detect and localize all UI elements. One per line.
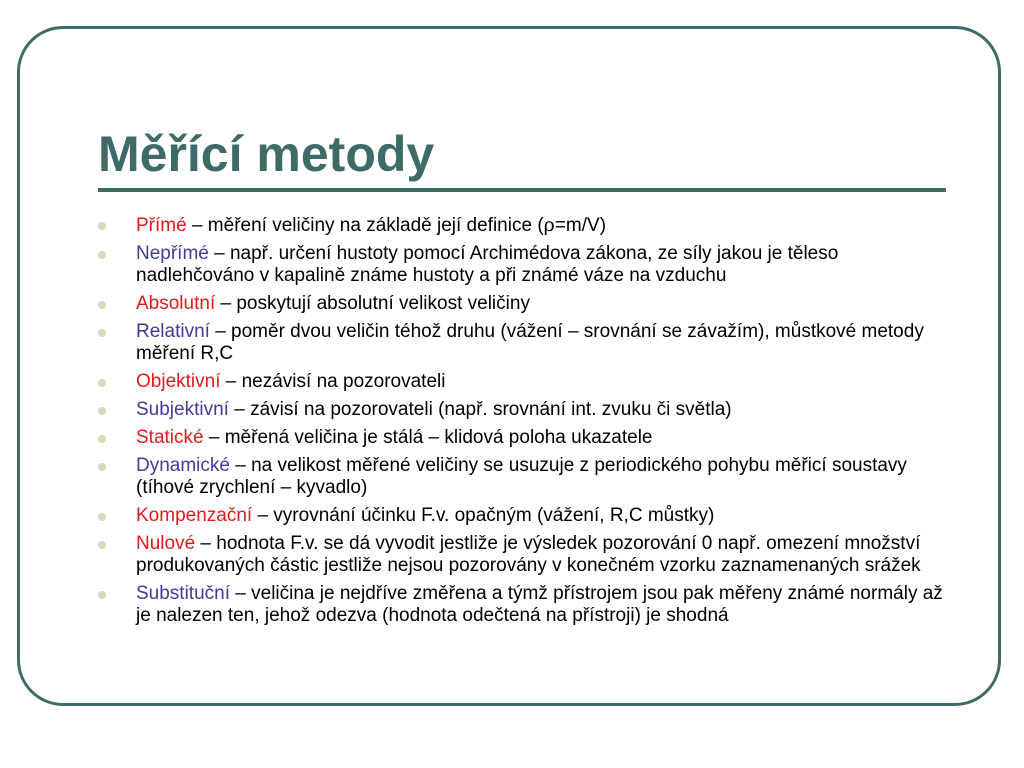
- bullet-dot-icon: [98, 222, 106, 230]
- bullet-text: – na velikost měřené veličiny se usuzuje z periodického pohybu měřicí soustavy (tíhové zrychlení – kyvadlo): [136, 455, 907, 498]
- bullet-dot-icon: [98, 541, 106, 549]
- bullet-dot-icon: [98, 435, 106, 443]
- bullet-item-objektivni: [98, 371, 948, 393]
- bullet-text: – hodnota F.v. se dá vyvodit jestliže je výsledek pozorování 0 např. omezení množství produkovaných částic jestliže nejsou pozorovány v konečném vzorku zaznamenaných srážek: [136, 533, 921, 576]
- bullet-term: Nulové: [136, 533, 196, 554]
- slide-title: Měřící metody: [98, 126, 435, 182]
- bullet-text: – nezávisí na pozorovateli: [220, 371, 446, 392]
- bullet-text: – veličina je nejdříve změřena a týmž přístrojem jsou pak měřeny známé normály až je nalezen ten, jehož odezva (hodnota odečtená na přístroji) je shodná: [136, 583, 943, 626]
- bullet-item-nulove: [98, 533, 948, 577]
- bullet-term: Objektivní: [136, 371, 221, 392]
- bullet-item-staticke: [98, 427, 948, 449]
- bullet-text: – měření veličiny na základě její definice (: [186, 215, 544, 236]
- bullet-term: Absolutní: [136, 293, 216, 314]
- bullet-term: Nepřímé: [136, 243, 209, 264]
- rho-symbol: ρ: [543, 214, 555, 236]
- bullet-text: – poměr dvou veličin téhož druhu (vážení – srovnání se závažím), můstkové metody měření R,C: [136, 321, 924, 364]
- bullet-item-prime: [98, 214, 948, 237]
- bullet-text: – poskytují absolutní velikost veličiny: [215, 293, 530, 314]
- bullet-item-neprime: [98, 243, 948, 287]
- bullet-term: Statické: [136, 427, 204, 448]
- bullet-term: Dynamické: [136, 455, 230, 476]
- bullet-dot-icon: [98, 301, 106, 309]
- bullet-dot-icon: [98, 463, 106, 471]
- bullet-dot-icon: [98, 407, 106, 415]
- bullet-dot-icon: [98, 513, 106, 521]
- bullet-dot-icon: [98, 329, 106, 337]
- bullet-term: Kompenzační: [136, 505, 253, 526]
- bullet-text: – vyrovnání účinku F.v. opačným (vážení, R,C můstky): [252, 505, 715, 526]
- bullet-item-subjektivni: [98, 399, 948, 421]
- bullet-text: – závisí na pozorovateli (např. srovnání int. zvuku či světla): [228, 399, 732, 420]
- bullet-item-kompenzacni: [98, 505, 948, 527]
- bullet-list: [98, 214, 948, 633]
- bullet-term: Přímé: [136, 215, 187, 236]
- bullet-item-substitucni: [98, 583, 948, 627]
- bullet-item-relativni: [98, 321, 948, 365]
- bullet-text-tail: =m/V): [554, 215, 607, 236]
- bullet-dot-icon: [98, 251, 106, 259]
- bullet-term: Relativní: [136, 321, 210, 342]
- bullet-text: – měřená veličina je stálá – klidová poloha ukazatele: [203, 427, 653, 448]
- bullet-dot-icon: [98, 591, 106, 599]
- bullet-term: Subjektivní: [136, 399, 229, 420]
- bullet-text: – např. určení hustoty pomocí Archimédova zákona, ze síly jakou je těleso nadlehčováno v kapalině známe hustoty a při známé váze na vzduchu: [136, 243, 839, 286]
- bullet-item-absolutni: [98, 293, 948, 315]
- title-underline: [98, 188, 946, 192]
- bullet-dot-icon: [98, 379, 106, 387]
- bullet-item-dynamicke: [98, 455, 948, 499]
- bullet-term: Substituční: [136, 583, 230, 604]
